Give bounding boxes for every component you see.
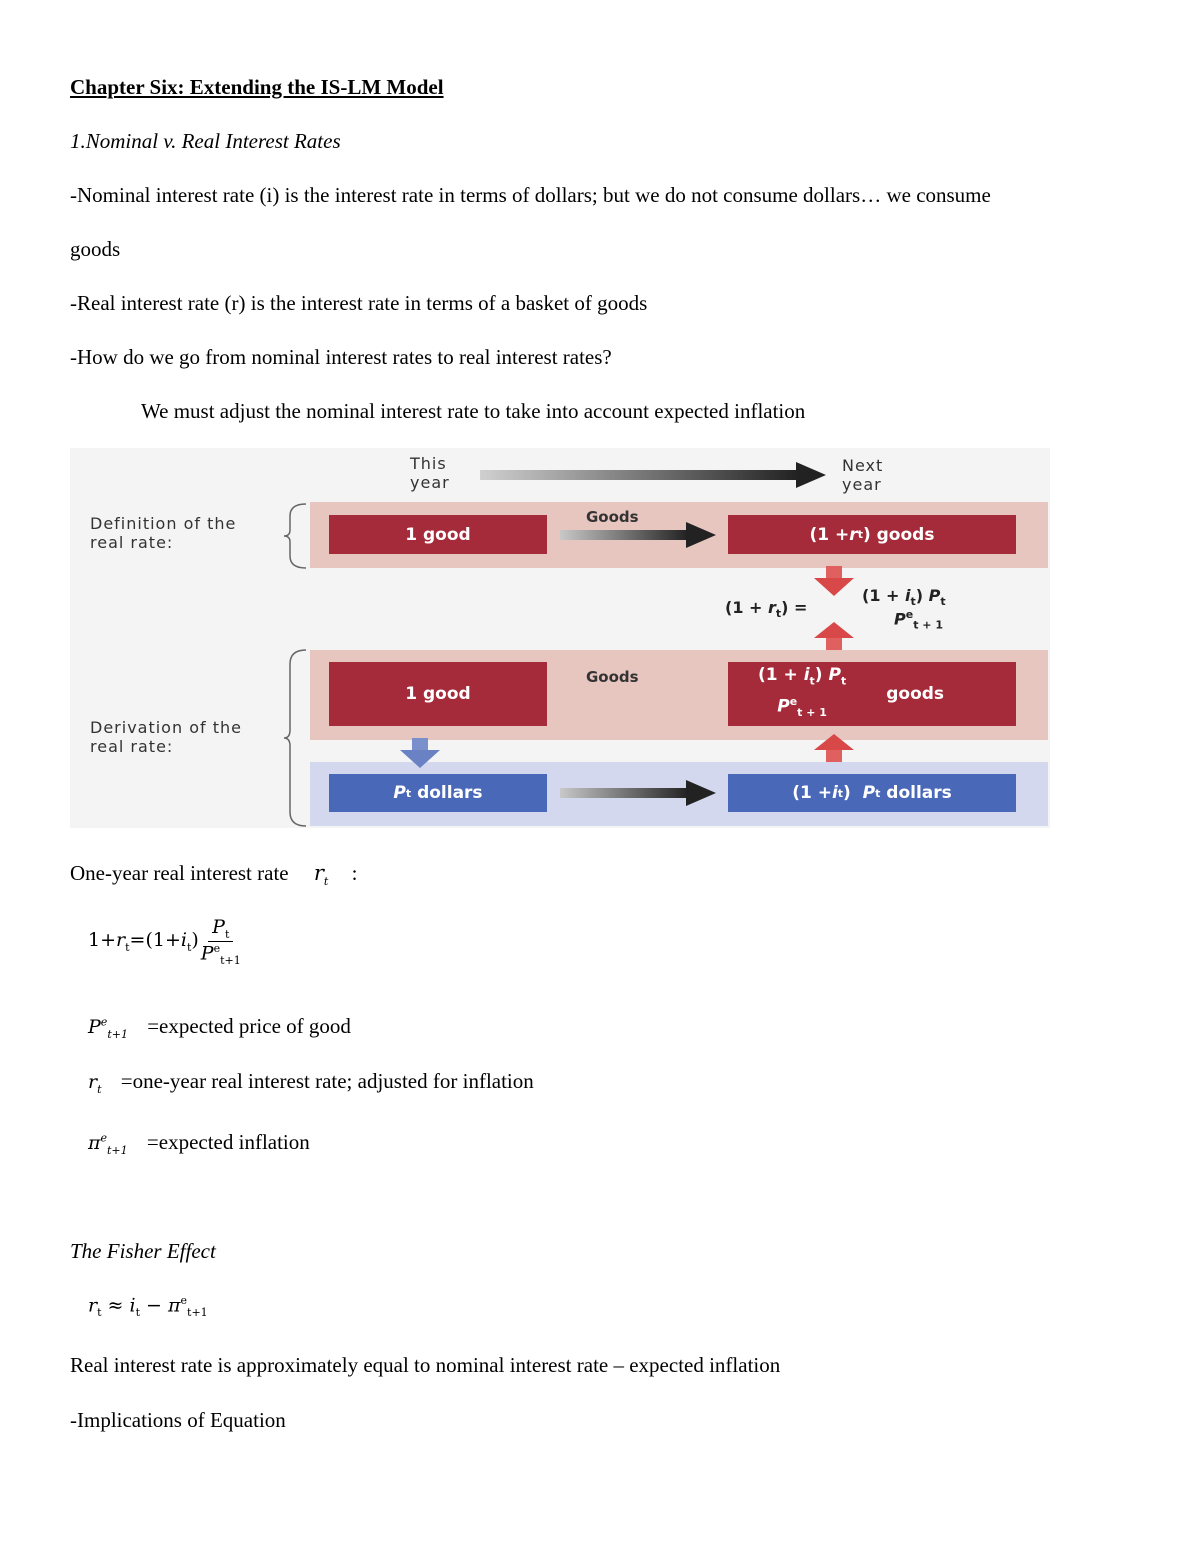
one-good-box: 1 good	[329, 515, 547, 554]
nominal-goods-fraction: $(1 + i_t)$ $P_t$ $P^e_{t + 1}$	[758, 665, 847, 719]
fisher-effect-heading: The Fisher Effect	[70, 1239, 216, 1263]
down-arrow-blue	[400, 738, 440, 768]
paragraph-question: -How do we go from nominal interest rates to real interest rates?	[70, 345, 612, 369]
one-good-box-2: 1 good	[329, 662, 547, 726]
chapter-title: Chapter Six: Extending the IS-LM Model	[70, 75, 444, 99]
r-t-symbol: $r_t$	[313, 861, 329, 889]
definition-pe: $P^e_{t+1}$ =expected price of good	[88, 1014, 351, 1042]
equation-numerator: $(1 + i_t)$ $P_t$	[862, 586, 946, 609]
nominal-dollars-box: (1 + i t ) P t dollars	[728, 774, 1016, 812]
real-rate-diagram	[70, 448, 1050, 828]
paragraph-real-rate: -Real interest rate (r) is the interest rate in terms of a basket of goods	[70, 291, 648, 315]
up-arrow-red	[814, 622, 854, 650]
up-arrow-red-2	[814, 734, 854, 762]
definition-pi: $\pi^e_{t+1}$ =expected inflation	[88, 1130, 310, 1158]
equation-fraction: $P_t$ $P^e_{t+1}$	[200, 916, 241, 967]
section-heading: 1.Nominal v. Real Interest Rates	[70, 129, 341, 153]
derivation-brace	[282, 648, 308, 828]
derivation-label: Derivation of the real rate:	[90, 718, 242, 756]
this-year-label: This year	[410, 454, 450, 492]
definition-label: Definition of the real rate:	[90, 514, 237, 552]
paragraph-adjust: We must adjust the nominal interest rate to take into account expected inflation	[141, 399, 806, 423]
dollars-arrow	[560, 780, 720, 806]
nominal-goods-word: goods	[886, 684, 945, 704]
next-year-label: Next year	[842, 456, 884, 494]
goods-top-label: Goods	[586, 508, 639, 526]
fisher-equation: $r_t \approx i_t - \pi^e_{t+1}$	[88, 1294, 208, 1320]
real-goods-box: (1 + r t ) goods	[728, 515, 1016, 554]
definition-r-text: =one-year real interest rate; adjusted for inflation	[120, 1069, 534, 1093]
paragraph-goods: goods	[70, 237, 121, 261]
definition-brace	[282, 502, 308, 570]
pt-dollars-box: P t dollars	[329, 774, 547, 812]
timeline-arrow	[480, 462, 830, 488]
down-arrow-red	[814, 566, 854, 596]
paragraph-fisher: Real interest rate is approximately equal to nominal interest rate – expected inflation	[70, 1353, 781, 1377]
one-year-rate-line: One-year real interest rate $r_t$ :	[70, 861, 358, 889]
goods-mid-label: Goods	[586, 668, 639, 686]
real-rate-equation: $1+r_t=(1+i_t)$ $P_t$ $P^e_{t+1}$	[88, 916, 241, 967]
definition-r: $r_t$ =one-year real interest rate; adjusted for inflation	[88, 1069, 534, 1096]
goods-arrow-top	[560, 522, 720, 548]
paragraph-implications: -Implications of Equation	[70, 1408, 286, 1432]
definition-pe-text: =expected price of good	[147, 1014, 351, 1039]
equation-denominator: $P^e_{t + 1}$	[894, 608, 943, 632]
paragraph-nominal-rate: -Nominal interest rate (i) is the interest rate in terms of dollars; but we do not consume dollars… we consume	[70, 183, 991, 207]
one-year-rate-label: One-year real interest rate	[70, 861, 289, 885]
definition-pi-text: =expected inflation	[146, 1130, 310, 1155]
nominal-goods-box	[728, 662, 1016, 726]
equation-lhs: $(1 + r_t)$ =	[725, 598, 808, 621]
